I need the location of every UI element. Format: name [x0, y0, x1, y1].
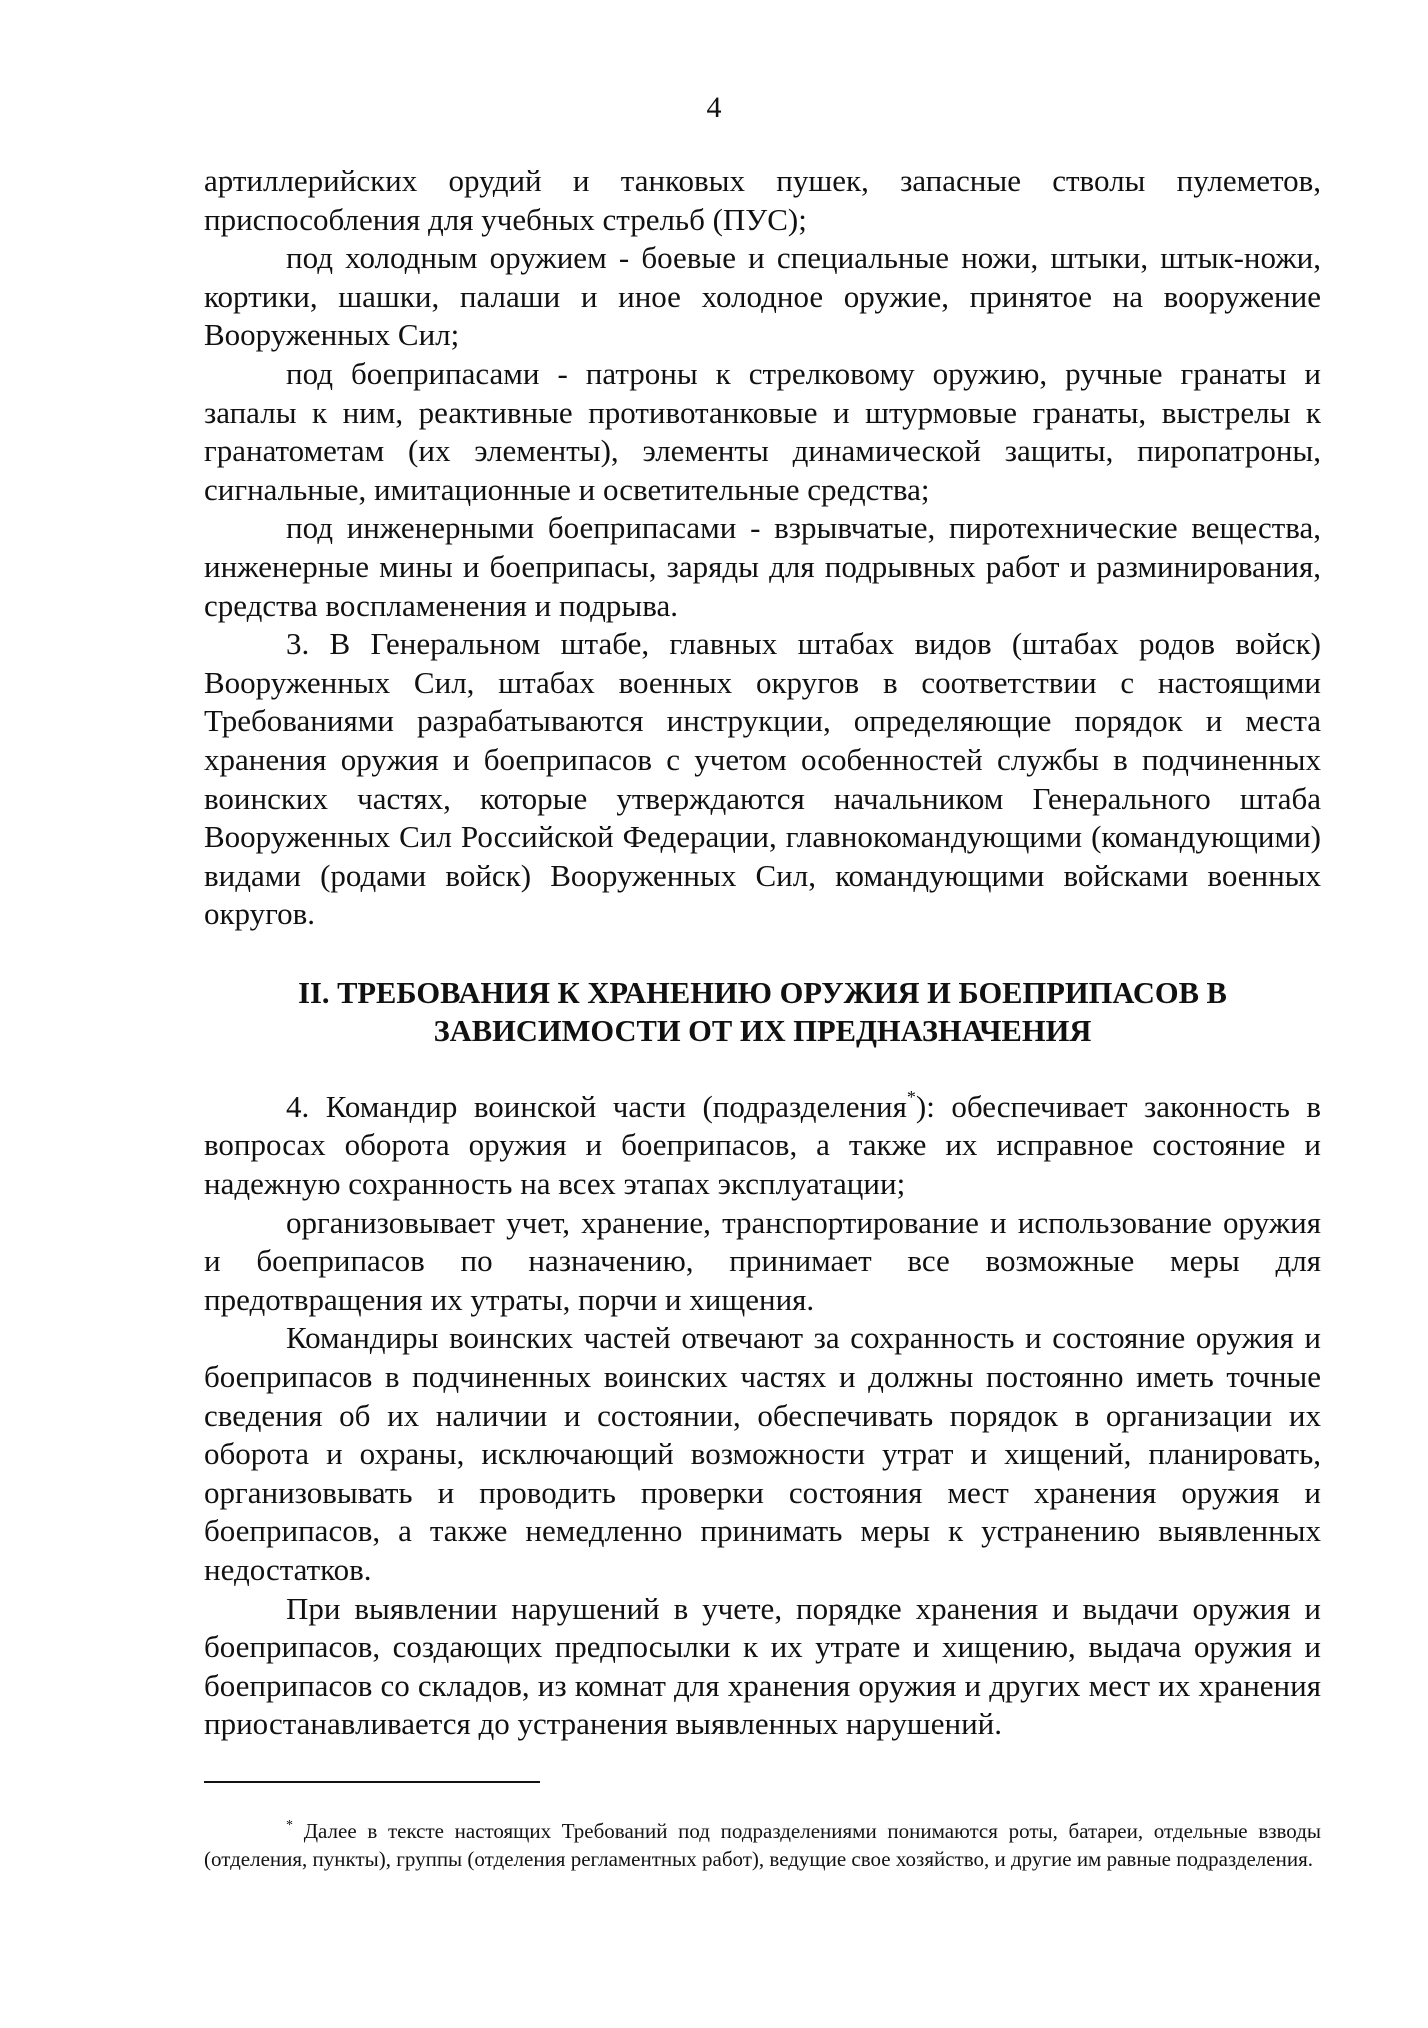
footnote-separator	[204, 1781, 540, 1783]
section-heading: II. ТРЕБОВАНИЯ К ХРАНЕНИЮ ОРУЖИЯ И БОЕПРИПАСОВ В ЗАВИСИМОСТИ ОТ ИХ ПРЕДНАЗНАЧЕНИЯ	[298, 975, 1227, 1048]
document-body	[204, 162, 1321, 1744]
paragraph-cold-weapons: под холодным оружием - боевые и специальные ножи, штыки, штык-ножи, кортики, шашки, палаши и иное холодное оружие, принятое на вооружение Вооруженных Сил;	[204, 240, 1321, 353]
paragraph-4-commander	[204, 1088, 1321, 1204]
paragraph-organizes-accounting: организовывает учет, хранение, транспортирование и использование оружия и боеприпасов по назначению, принимает все возможные меры для предотвращения их утраты, порчи и хищения.	[204, 1204, 1321, 1317]
paragraph-3-instructions: 3. В Генеральном штабе, главных штабах видов (штабах родов войск) Вооруженных Сил, штабах военных округов в соответствии с настоящими Требованиями разрабатываются инструкции, определяющие порядок и места хранения оружия и боеприпасов с учетом особенностей службы в подчиненных воинских частях, которые утверждаются начальником Генерального штаба Вооруженных Сил Российской Федерации, главнокомандующими (командующими) видами (родами войск) Вооруженных Сил, командующими войсками военных округов.	[204, 626, 1321, 932]
page-number: 4	[706, 91, 722, 124]
paragraph-4-text-start: 4. Командир воинской части (подразделения	[286, 1088, 907, 1124]
footnote	[204, 1818, 1321, 1873]
paragraph-ammunition: под боеприпасами - патроны к стрелковому оружию, ручные гранаты и запалы к ним, реактивные противотанковые и штурмовые гранаты, выстрелы к гранатометам (их элементы), элементы динамической защиты, пиропатроны, сигнальные, имитационные и осветительные средства;	[204, 355, 1321, 507]
paragraph-violations: При выявлении нарушений в учете, порядке хранения и выдачи оружия и боеприпасов, создающих предпосылки к их утрате и хищению, выдача оружия и боеприпасов со складов, из комнат для хранения оружия и других мест их хранения приостанавливается до устранения выявленных нарушений.	[204, 1590, 1321, 1742]
footnote-text: Далее в тексте настоящих Требований под подразделениями понимаются роты, батареи, отдельные взводы (отделения, пункты), группы (отделения регламентных работ), ведущие свое хозяйство, и другие им равные подразделения.	[204, 1819, 1321, 1871]
paragraph-continuation: артиллерийских орудий и танковых пушек, запасные стволы пулеметов, приспособления для учебных стрельб (ПУС);	[204, 163, 1321, 237]
footnote-reference: *	[906, 1086, 916, 1107]
paragraph-engineering-ammunition: под инженерными боеприпасами - взрывчатые, пиротехнические вещества, инженерные мины и боеприпасы, заряды для подрывных работ и разминирования, средства воспламенения и подрыва.	[204, 510, 1321, 623]
paragraph-commanders-responsibility: Командиры воинских частей отвечают за сохранность и состояние оружия и боеприпасов в подчиненных воинских частях и должны постоянно иметь точные сведения об их наличии и состоянии, обеспечивать порядок в организации их оборота и охраны, исключающий возможности утрат и хищений, планировать, организовывать и проводить проверки состояния мест хранения оружия и боеприпасов, а также немедленно принимать меры к устранению выявленных недостатков.	[204, 1320, 1321, 1587]
paragraph-4-text-end: ): обеспечивает законность в вопросах оборота оружия и боеприпасов, а также их исправное состояние и надежную сохранность на всех этапах эксплуатации;	[204, 1088, 1321, 1202]
footnote-mark: *	[286, 1818, 293, 1833]
